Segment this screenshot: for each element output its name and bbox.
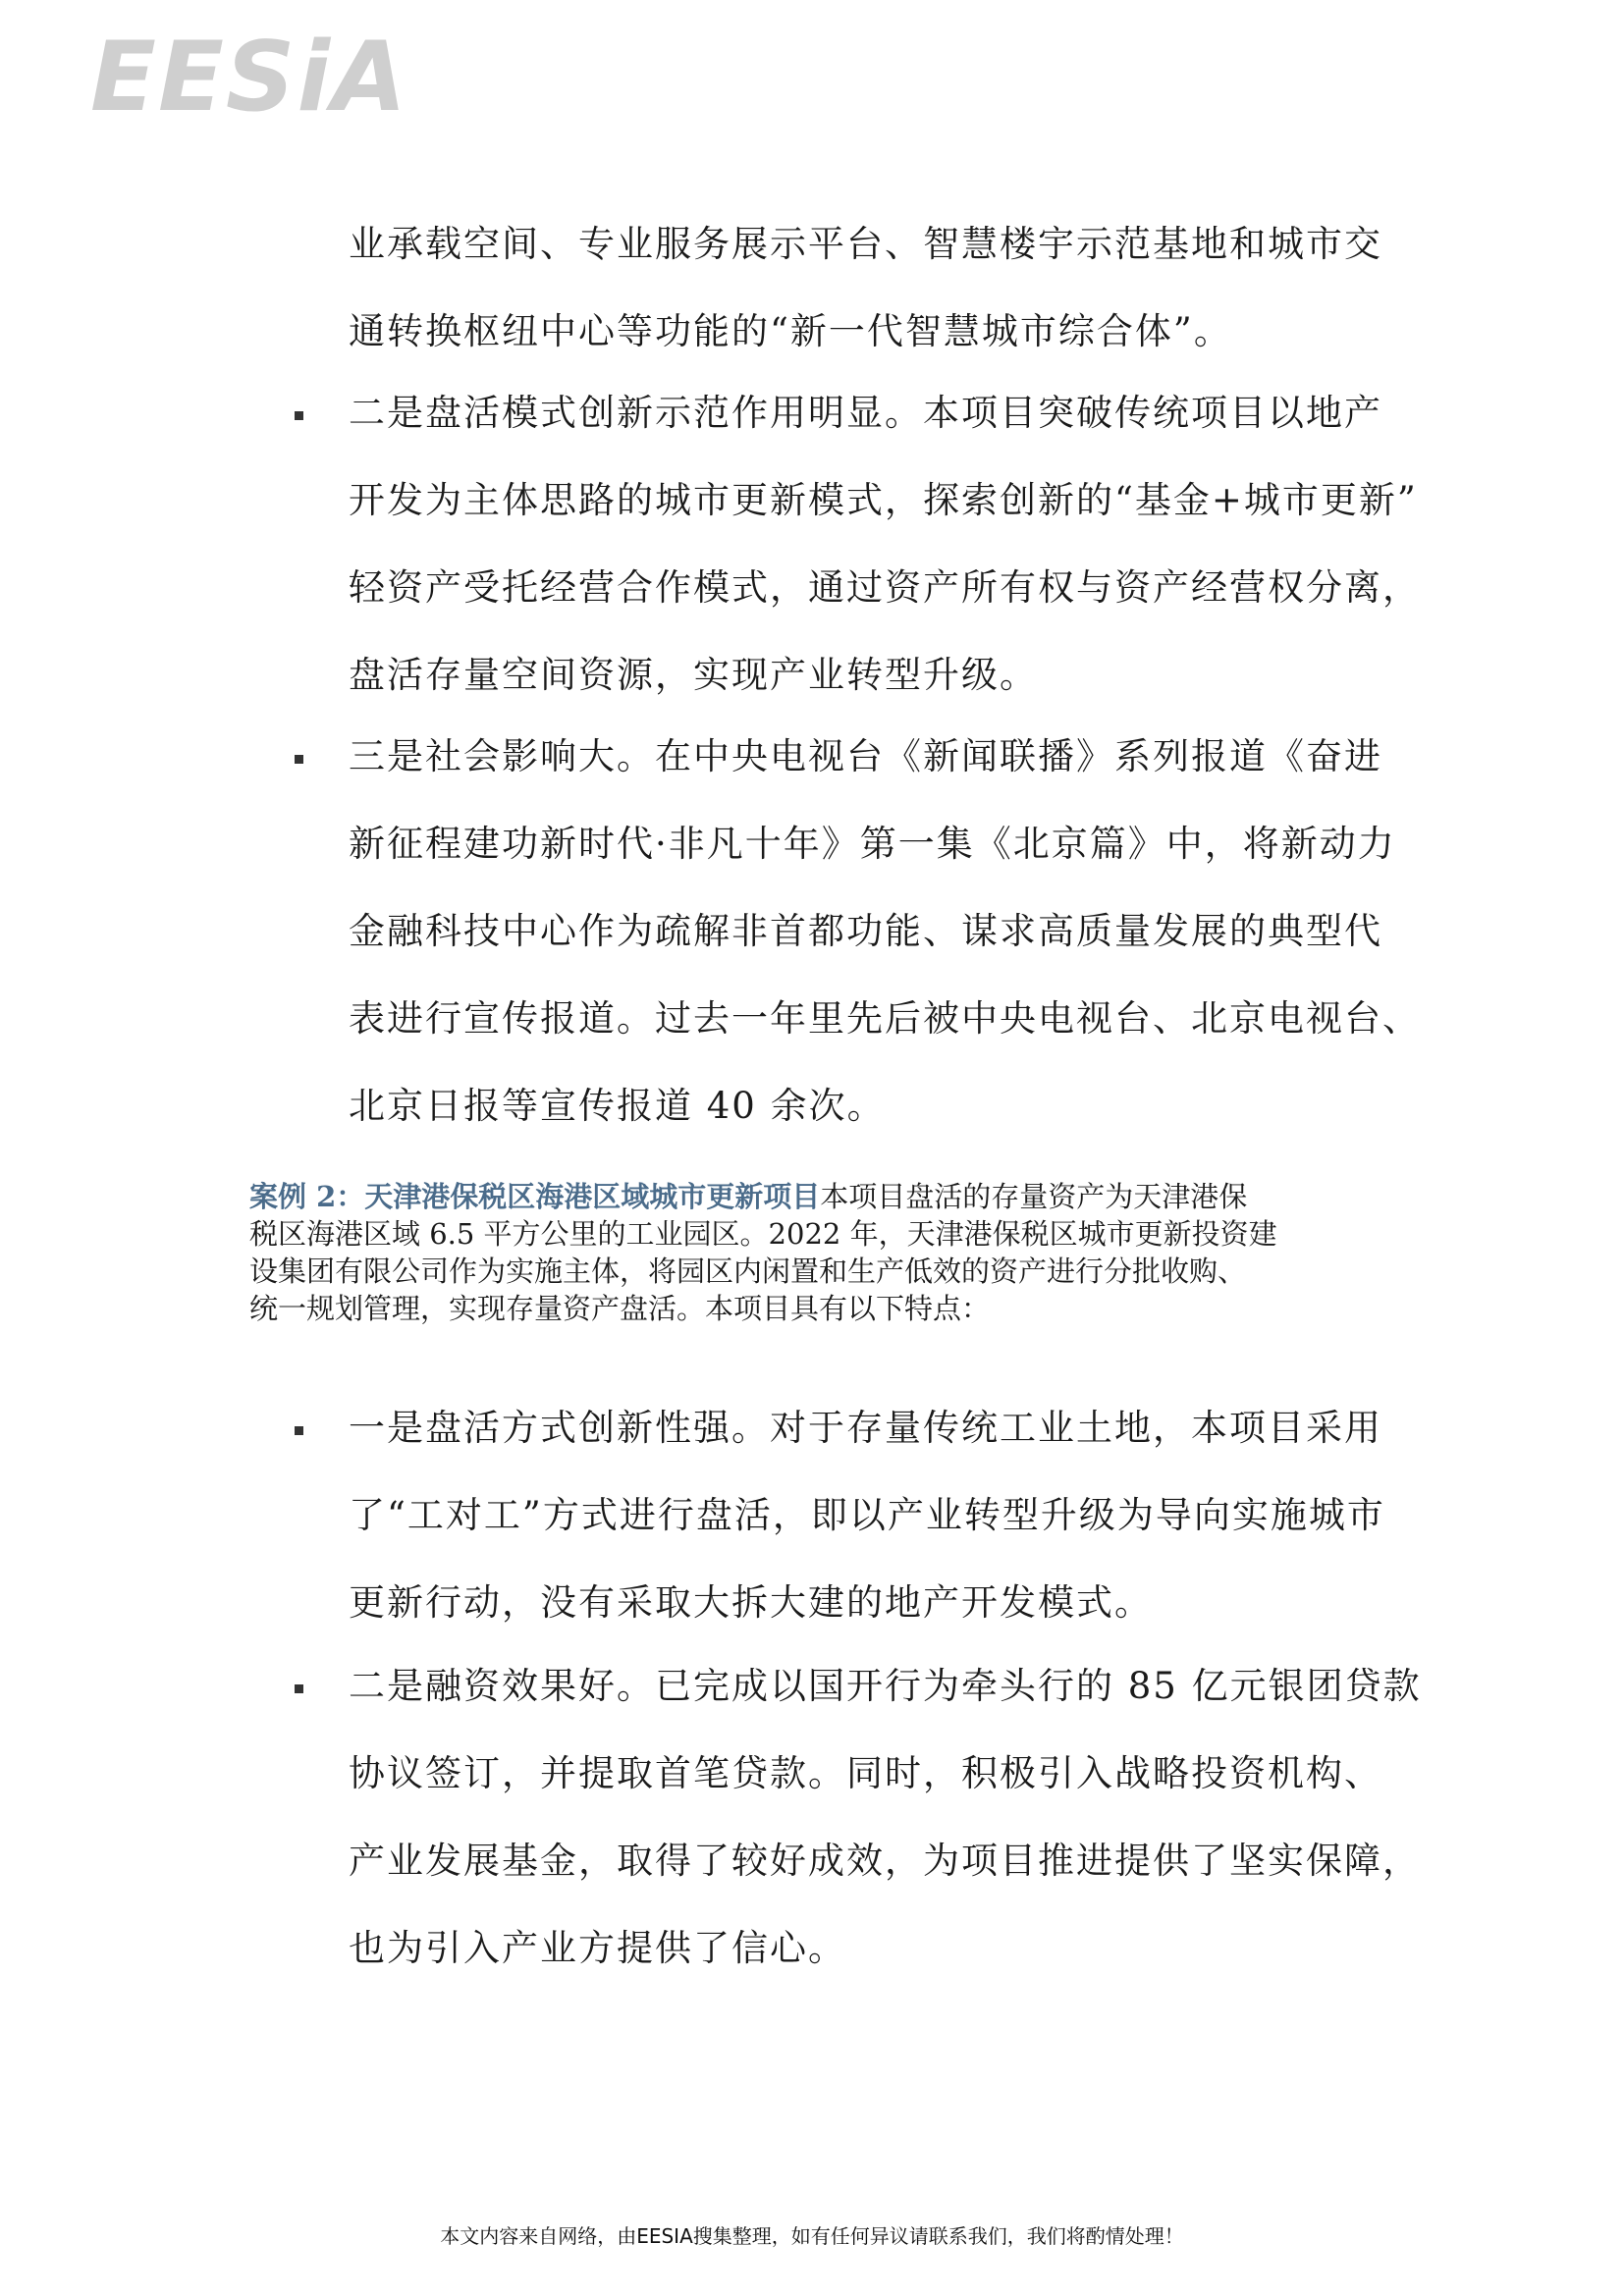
bullet-marker bbox=[295, 1426, 303, 1435]
text-line: 轻资产受托经营合作模式，通过资产所有权与资产经营权分离， bbox=[349, 566, 1421, 609]
text-line bbox=[249, 1178, 1388, 1215]
bullet-item-financing bbox=[349, 1642, 1422, 1992]
case-2-intro: 本项目盘活的存量资产为天津港保 bbox=[820, 1180, 1248, 1213]
text-line: 表进行宣传报道。过去一年里先后被中央电视台、北京电视台、 bbox=[349, 997, 1421, 1040]
text-line: 也为引入产业方提供了信心。 bbox=[349, 1927, 846, 1969]
bullet-item-revitalization-method bbox=[349, 1384, 1389, 1646]
text-line: 一是盘活方式创新性强。对于存量传统工业土地，本项目采用 bbox=[349, 1407, 1382, 1449]
text-line: 业承载空间、专业服务展示平台、智慧楼宇示范基地和城市交 bbox=[349, 223, 1382, 265]
bullet-item-mode-innovation bbox=[349, 369, 1421, 719]
eesia-logo: EESiA bbox=[90, 22, 408, 133]
text-line: 二是盘活模式创新示范作用明显。本项目突破传统项目以地产 bbox=[349, 392, 1382, 434]
text-line: 设集团有限公司作为实施主体，将园区内闲置和生产低效的资产进行分批收购、 bbox=[249, 1255, 1247, 1288]
text-line: 税区海港区域 6.5 平方公里的工业园区。2022 年，天津港保税区城市更新投资建 bbox=[249, 1217, 1277, 1251]
text-line: 更新行动，没有采取大拆大建的地产开发模式。 bbox=[349, 1581, 1153, 1624]
text-line: 产业发展基金，取得了较好成效，为项目推进提供了坚实保障， bbox=[349, 1840, 1421, 1882]
paragraph-continuation bbox=[349, 200, 1389, 375]
bullet-marker bbox=[295, 1684, 303, 1693]
bullet-marker bbox=[295, 755, 303, 764]
text-line: 开发为主体思路的城市更新模式，探索创新的“基金+城市更新” bbox=[349, 479, 1418, 521]
text-line: 了“工对工”方式进行盘活，即以产业转型升级为导向实施城市 bbox=[349, 1494, 1385, 1536]
text-line: 三是社会影响大。在中央电视台《新闻联播》系列报道《奋进 bbox=[349, 735, 1382, 777]
text-line: 通转换枢纽中心等功能的“新一代智慧城市综合体”。 bbox=[349, 310, 1232, 352]
text-line: 北京日报等宣传报道 40 余次。 bbox=[349, 1085, 886, 1127]
bullet-marker bbox=[295, 411, 303, 420]
text-line: 新征程建功新时代·非凡十年》第一集《北京篇》中，将新动力 bbox=[349, 823, 1396, 865]
text-line: 协议签订，并提取首笔贷款。同时，积极引入战略投资机构、 bbox=[349, 1752, 1382, 1794]
text-line: 统一规划管理，实现存量资产盘活。本项目具有以下特点： bbox=[249, 1292, 991, 1325]
text-line: 盘活存量空间资源，实现产业转型升级。 bbox=[349, 654, 1038, 696]
text-line: 金融科技中心作为疏解非首都功能、谋求高质量发展的典型代 bbox=[349, 910, 1382, 952]
case-2-title: 案例 2：天津港保税区海港区域城市更新项目 bbox=[249, 1180, 821, 1213]
page-footer-disclaimer: 本文内容来自网络，由EESIA搜集整理，如有任何异议请联系我们，我们将酌情处理！ bbox=[440, 2224, 1184, 2248]
case-2-paragraph bbox=[249, 1178, 1388, 1327]
bullet-item-social-impact bbox=[349, 713, 1421, 1149]
text-line: 二是融资效果好。已完成以国开行为牵头行的 85 亿元银团贷款 bbox=[349, 1665, 1422, 1707]
